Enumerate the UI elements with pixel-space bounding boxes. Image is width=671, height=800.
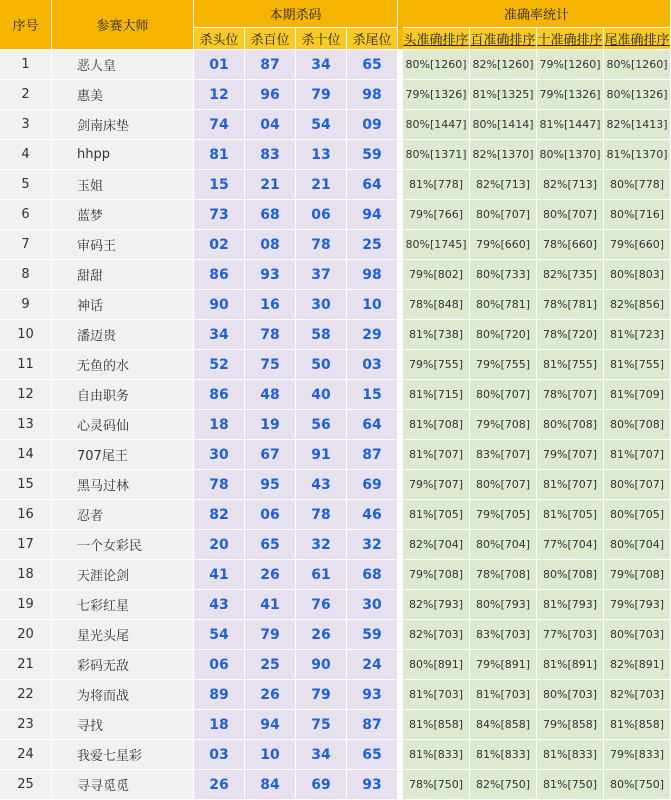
kill-tens-number: 21: [296, 170, 347, 200]
accuracy-hundreds-value: 83%[703]: [470, 620, 537, 650]
col-header-acc-tail-link[interactable]: 尾准确排序: [604, 28, 671, 50]
master-name: 自由职务: [52, 380, 194, 410]
table-body: [0, 50, 671, 800]
row-index: 20: [0, 620, 52, 650]
table-row: [0, 470, 671, 500]
accuracy-hundreds-value: 79%[708]: [470, 410, 537, 440]
accuracy-tens-value: 81%[705]: [537, 500, 604, 530]
table-row: [0, 740, 671, 770]
kill-tens-number: 37: [296, 260, 347, 290]
kill-hundreds-number: 26: [245, 680, 296, 710]
row-index: 9: [0, 290, 52, 320]
master-name: 忍者: [52, 500, 194, 530]
accuracy-hundreds-value: 81%[1325]: [470, 80, 537, 110]
kill-hundreds-number: 04: [245, 110, 296, 140]
row-index: 14: [0, 440, 52, 470]
accuracy-hundreds-value: 81%[833]: [470, 740, 537, 770]
table-row: [0, 530, 671, 560]
accuracy-tail-value: 80%[703]: [604, 620, 671, 650]
kill-head-number: 73: [194, 200, 245, 230]
accuracy-tail-value: 81%[723]: [604, 320, 671, 350]
kill-tail-number: 29: [347, 320, 398, 350]
kill-hundreds-number: 65: [245, 530, 296, 560]
row-index: 12: [0, 380, 52, 410]
kill-head-number: 81: [194, 140, 245, 170]
kill-hundreds-number: 19: [245, 410, 296, 440]
accuracy-tens-value: 81%[793]: [537, 590, 604, 620]
row-index: 3: [0, 110, 52, 140]
kill-tens-number: 90: [296, 650, 347, 680]
accuracy-tens-value: 78%[781]: [537, 290, 604, 320]
accuracy-hundreds-value: 80%[720]: [470, 320, 537, 350]
master-name: 一个女彩民: [52, 530, 194, 560]
accuracy-hundreds-value: 82%[1260]: [470, 50, 537, 80]
kill-head-number: 90: [194, 290, 245, 320]
kill-tens-number: 75: [296, 710, 347, 740]
row-index: 2: [0, 80, 52, 110]
row-index: 16: [0, 500, 52, 530]
accuracy-head-value: 81%[715]: [403, 380, 470, 410]
kill-tens-number: 79: [296, 680, 347, 710]
kill-tail-number: 64: [347, 410, 398, 440]
kill-head-number: 06: [194, 650, 245, 680]
accuracy-head-value: 78%[848]: [403, 290, 470, 320]
master-name: 审码王: [52, 230, 194, 260]
kill-tail-number: 03: [347, 350, 398, 380]
kill-tail-number: 68: [347, 560, 398, 590]
accuracy-head-value: 82%[704]: [403, 530, 470, 560]
accuracy-hundreds-value: 84%[858]: [470, 710, 537, 740]
accuracy-head-value: 82%[703]: [403, 620, 470, 650]
row-index: 1: [0, 50, 52, 80]
kill-tail-number: 93: [347, 680, 398, 710]
accuracy-head-value: 79%[802]: [403, 260, 470, 290]
kill-tail-number: 98: [347, 80, 398, 110]
kill-hundreds-number: 10: [245, 740, 296, 770]
kill-head-number: 18: [194, 410, 245, 440]
kill-tail-number: 30: [347, 590, 398, 620]
table-row: [0, 200, 671, 230]
accuracy-tens-value: 80%[707]: [537, 200, 604, 230]
kill-tens-number: 40: [296, 380, 347, 410]
row-index: 25: [0, 770, 52, 800]
accuracy-tail-value: 82%[703]: [604, 680, 671, 710]
accuracy-tens-value: 78%[707]: [537, 380, 604, 410]
kill-head-number: 03: [194, 740, 245, 770]
master-name: 707尾王: [52, 440, 194, 470]
table-row: [0, 170, 671, 200]
kill-tens-number: 61: [296, 560, 347, 590]
accuracy-tail-value: 81%[858]: [604, 710, 671, 740]
master-name: 剑南床垫: [52, 110, 194, 140]
kill-tens-number: 34: [296, 740, 347, 770]
kill-tail-number: 32: [347, 530, 398, 560]
row-index: 7: [0, 230, 52, 260]
row-index: 4: [0, 140, 52, 170]
accuracy-hundreds-value: 79%[755]: [470, 350, 537, 380]
accuracy-tail-value: 80%[705]: [604, 500, 671, 530]
table-row: [0, 320, 671, 350]
accuracy-tail-value: 80%[1260]: [604, 50, 671, 80]
kill-head-number: 15: [194, 170, 245, 200]
kill-head-number: 86: [194, 380, 245, 410]
accuracy-tens-value: 79%[1260]: [537, 50, 604, 80]
col-header-acc-head-link[interactable]: 头准确排序: [403, 28, 470, 50]
kill-tens-number: 91: [296, 440, 347, 470]
accuracy-head-value: 81%[833]: [403, 740, 470, 770]
accuracy-tail-value: 82%[891]: [604, 650, 671, 680]
accuracy-tail-value: 80%[716]: [604, 200, 671, 230]
group-header-accuracy: 准确率统计: [403, 0, 671, 28]
kill-head-number: 86: [194, 260, 245, 290]
accuracy-hundreds-value: 80%[707]: [470, 200, 537, 230]
kill-head-number: 78: [194, 470, 245, 500]
accuracy-tens-value: 81%[755]: [537, 350, 604, 380]
master-name: 心灵码仙: [52, 410, 194, 440]
accuracy-hundreds-value: 82%[713]: [470, 170, 537, 200]
table-row: [0, 260, 671, 290]
accuracy-head-value: 81%[703]: [403, 680, 470, 710]
accuracy-hundreds-value: 81%[703]: [470, 680, 537, 710]
accuracy-tens-value: 81%[891]: [537, 650, 604, 680]
kill-tail-number: 09: [347, 110, 398, 140]
kill-tens-number: 78: [296, 500, 347, 530]
kill-tens-number: 58: [296, 320, 347, 350]
kill-tens-number: 54: [296, 110, 347, 140]
accuracy-head-value: 79%[708]: [403, 560, 470, 590]
accuracy-tail-value: 80%[708]: [604, 410, 671, 440]
kill-hundreds-number: 94: [245, 710, 296, 740]
kill-head-number: 43: [194, 590, 245, 620]
accuracy-hundreds-value: 82%[750]: [470, 770, 537, 800]
kill-tail-number: 24: [347, 650, 398, 680]
accuracy-tens-value: 80%[703]: [537, 680, 604, 710]
row-index: 18: [0, 560, 52, 590]
accuracy-tens-value: 81%[707]: [537, 470, 604, 500]
kill-head-number: 30: [194, 440, 245, 470]
kill-head-number: 74: [194, 110, 245, 140]
col-header-kill-head: 杀头位: [194, 28, 245, 50]
accuracy-hundreds-value: 80%[704]: [470, 530, 537, 560]
table-row: [0, 680, 671, 710]
table-row: [0, 590, 671, 620]
row-index: 6: [0, 200, 52, 230]
accuracy-tens-value: 81%[750]: [537, 770, 604, 800]
kill-tens-number: 69: [296, 770, 347, 800]
kill-tail-number: 25: [347, 230, 398, 260]
accuracy-tens-value: 77%[703]: [537, 620, 604, 650]
accuracy-tail-value: 79%[660]: [604, 230, 671, 260]
row-index: 11: [0, 350, 52, 380]
master-name: 星光头尾: [52, 620, 194, 650]
kill-tail-number: 10: [347, 290, 398, 320]
accuracy-hundreds-value: 79%[660]: [470, 230, 537, 260]
accuracy-tail-value: 82%[856]: [604, 290, 671, 320]
accuracy-tail-value: 80%[778]: [604, 170, 671, 200]
accuracy-hundreds-value: 82%[1370]: [470, 140, 537, 170]
table-row: [0, 440, 671, 470]
table-row: [0, 650, 671, 680]
row-index: 15: [0, 470, 52, 500]
kill-tens-number: 56: [296, 410, 347, 440]
kill-tail-number: 94: [347, 200, 398, 230]
master-name: 天涯论剑: [52, 560, 194, 590]
col-header-acc-hundreds-link[interactable]: 百准确排序: [470, 28, 537, 50]
kill-head-number: 89: [194, 680, 245, 710]
kill-tens-number: 50: [296, 350, 347, 380]
accuracy-tail-value: 79%[708]: [604, 560, 671, 590]
accuracy-tail-value: 81%[755]: [604, 350, 671, 380]
accuracy-tens-value: 79%[1326]: [537, 80, 604, 110]
master-name: 玉姐: [52, 170, 194, 200]
accuracy-head-value: 80%[1447]: [403, 110, 470, 140]
accuracy-hundreds-value: 80%[1414]: [470, 110, 537, 140]
table-row: [0, 230, 671, 260]
row-index: 13: [0, 410, 52, 440]
kill-tens-number: 76: [296, 590, 347, 620]
accuracy-head-value: 81%[858]: [403, 710, 470, 740]
accuracy-head-value: 82%[793]: [403, 590, 470, 620]
row-index: 24: [0, 740, 52, 770]
master-name: 神话: [52, 290, 194, 320]
kill-tail-number: 15: [347, 380, 398, 410]
kill-hundreds-number: 96: [245, 80, 296, 110]
accuracy-head-value: 80%[1260]: [403, 50, 470, 80]
accuracy-tail-value: 80%[704]: [604, 530, 671, 560]
accuracy-head-value: 81%[778]: [403, 170, 470, 200]
row-index: 10: [0, 320, 52, 350]
kill-tail-number: 87: [347, 710, 398, 740]
table-row: [0, 50, 671, 80]
table-row: [0, 710, 671, 740]
accuracy-head-value: 81%[738]: [403, 320, 470, 350]
kill-head-number: 34: [194, 320, 245, 350]
accuracy-tens-value: 80%[1370]: [537, 140, 604, 170]
col-header-kill-tens: 杀十位: [296, 28, 347, 50]
col-header-kill-hundreds: 杀百位: [245, 28, 296, 50]
master-name: 无鱼的水: [52, 350, 194, 380]
row-index: 21: [0, 650, 52, 680]
master-name: 潘迈贵: [52, 320, 194, 350]
kill-hundreds-number: 83: [245, 140, 296, 170]
kill-tail-number: 87: [347, 440, 398, 470]
kill-tens-number: 26: [296, 620, 347, 650]
master-name: 寻找: [52, 710, 194, 740]
accuracy-tail-value: 81%[709]: [604, 380, 671, 410]
accuracy-hundreds-value: 80%[733]: [470, 260, 537, 290]
accuracy-tens-value: 81%[1447]: [537, 110, 604, 140]
master-name: 恶人皇: [52, 50, 194, 80]
row-index: 5: [0, 170, 52, 200]
accuracy-tail-value: 80%[750]: [604, 770, 671, 800]
accuracy-tail-value: 80%[1326]: [604, 80, 671, 110]
accuracy-head-value: 79%[755]: [403, 350, 470, 380]
table-row: [0, 410, 671, 440]
col-header-index: 序号: [0, 0, 52, 50]
accuracy-tens-value: 82%[735]: [537, 260, 604, 290]
row-index: 19: [0, 590, 52, 620]
kill-head-number: 54: [194, 620, 245, 650]
row-index: 8: [0, 260, 52, 290]
kill-head-number: 52: [194, 350, 245, 380]
kill-tens-number: 34: [296, 50, 347, 80]
kill-head-number: 82: [194, 500, 245, 530]
kill-hundreds-number: 95: [245, 470, 296, 500]
table-row: [0, 140, 671, 170]
kill-tail-number: 65: [347, 50, 398, 80]
accuracy-tens-value: 78%[660]: [537, 230, 604, 260]
kill-hundreds-number: 84: [245, 770, 296, 800]
kill-hundreds-number: 25: [245, 650, 296, 680]
kill-head-number: 20: [194, 530, 245, 560]
accuracy-head-value: 79%[766]: [403, 200, 470, 230]
kill-hundreds-number: 21: [245, 170, 296, 200]
accuracy-head-value: 81%[708]: [403, 410, 470, 440]
kill-tens-number: 78: [296, 230, 347, 260]
accuracy-tens-value: 78%[720]: [537, 320, 604, 350]
kill-hundreds-number: 79: [245, 620, 296, 650]
kill-hundreds-number: 06: [245, 500, 296, 530]
kill-hundreds-number: 48: [245, 380, 296, 410]
kill-hundreds-number: 67: [245, 440, 296, 470]
accuracy-hundreds-value: 79%[891]: [470, 650, 537, 680]
kill-tens-number: 79: [296, 80, 347, 110]
kill-tail-number: 46: [347, 500, 398, 530]
accuracy-head-value: 80%[1745]: [403, 230, 470, 260]
kill-tens-number: 32: [296, 530, 347, 560]
accuracy-head-value: 81%[707]: [403, 440, 470, 470]
master-name: 黑马过林: [52, 470, 194, 500]
kill-head-number: 01: [194, 50, 245, 80]
master-name: 甜甜: [52, 260, 194, 290]
table-row: [0, 500, 671, 530]
accuracy-hundreds-value: 79%[705]: [470, 500, 537, 530]
kill-head-number: 02: [194, 230, 245, 260]
table-row: [0, 110, 671, 140]
accuracy-tens-value: 82%[713]: [537, 170, 604, 200]
master-name: 彩码无敌: [52, 650, 194, 680]
accuracy-hundreds-value: 80%[707]: [470, 470, 537, 500]
master-name: 为将而战: [52, 680, 194, 710]
kill-hundreds-number: 08: [245, 230, 296, 260]
accuracy-tail-value: 79%[793]: [604, 590, 671, 620]
table-row: [0, 560, 671, 590]
col-header-master: 参赛大师: [52, 0, 194, 50]
header-row-top: [0, 0, 671, 28]
table-row: [0, 770, 671, 800]
kill-hundreds-number: 26: [245, 560, 296, 590]
accuracy-tens-value: 77%[704]: [537, 530, 604, 560]
accuracy-tail-value: 80%[803]: [604, 260, 671, 290]
table-row: [0, 380, 671, 410]
accuracy-head-value: 79%[1326]: [403, 80, 470, 110]
accuracy-head-value: 80%[1371]: [403, 140, 470, 170]
accuracy-head-value: 81%[705]: [403, 500, 470, 530]
row-index: 22: [0, 680, 52, 710]
kill-head-number: 18: [194, 710, 245, 740]
kill-tail-number: 59: [347, 140, 398, 170]
kill-hundreds-number: 93: [245, 260, 296, 290]
accuracy-tail-value: 80%[707]: [604, 470, 671, 500]
accuracy-tail-value: 81%[707]: [604, 440, 671, 470]
row-index: 23: [0, 710, 52, 740]
kill-tens-number: 13: [296, 140, 347, 170]
kill-tail-number: 69: [347, 470, 398, 500]
kill-tail-number: 93: [347, 770, 398, 800]
kill-tail-number: 64: [347, 170, 398, 200]
kill-hundreds-number: 75: [245, 350, 296, 380]
table-row: [0, 350, 671, 380]
group-header-current-kill: 本期杀码: [194, 0, 398, 28]
master-name: 寻寻觅觅: [52, 770, 194, 800]
accuracy-hundreds-value: 80%[781]: [470, 290, 537, 320]
table-row: [0, 80, 671, 110]
accuracy-tens-value: 81%[833]: [537, 740, 604, 770]
accuracy-tens-value: 80%[708]: [537, 560, 604, 590]
kill-tens-number: 06: [296, 200, 347, 230]
kill-tail-number: 98: [347, 260, 398, 290]
accuracy-tail-value: 79%[833]: [604, 740, 671, 770]
kill-tail-number: 65: [347, 740, 398, 770]
master-name: hhpp: [52, 140, 194, 170]
accuracy-tail-value: 81%[1370]: [604, 140, 671, 170]
col-header-kill-tail: 杀尾位: [347, 28, 398, 50]
master-name: 惠美: [52, 80, 194, 110]
master-name: 七彩红星: [52, 590, 194, 620]
accuracy-head-value: 79%[707]: [403, 470, 470, 500]
accuracy-hundreds-value: 80%[707]: [470, 380, 537, 410]
kill-tens-number: 43: [296, 470, 347, 500]
accuracy-hundreds-value: 78%[708]: [470, 560, 537, 590]
kill-hundreds-number: 16: [245, 290, 296, 320]
accuracy-hundreds-value: 83%[707]: [470, 440, 537, 470]
row-index: 17: [0, 530, 52, 560]
table-row: [0, 620, 671, 650]
table-row: [0, 290, 671, 320]
master-name: 我爱七星彩: [52, 740, 194, 770]
kill-head-number: 41: [194, 560, 245, 590]
kill-head-number: 12: [194, 80, 245, 110]
kill-tens-number: 30: [296, 290, 347, 320]
accuracy-tens-value: 79%[858]: [537, 710, 604, 740]
accuracy-tens-value: 79%[707]: [537, 440, 604, 470]
accuracy-tens-value: 80%[708]: [537, 410, 604, 440]
col-header-acc-tens-link[interactable]: 十准确排序: [537, 28, 604, 50]
master-name: 蓝梦: [52, 200, 194, 230]
kill-hundreds-number: 68: [245, 200, 296, 230]
accuracy-tail-value: 82%[1413]: [604, 110, 671, 140]
kill-hundreds-number: 41: [245, 590, 296, 620]
accuracy-head-value: 78%[750]: [403, 770, 470, 800]
kill-tail-number: 59: [347, 620, 398, 650]
kill-head-number: 26: [194, 770, 245, 800]
kill-hundreds-number: 78: [245, 320, 296, 350]
kill-hundreds-number: 87: [245, 50, 296, 80]
accuracy-head-value: 80%[891]: [403, 650, 470, 680]
accuracy-hundreds-value: 80%[793]: [470, 590, 537, 620]
